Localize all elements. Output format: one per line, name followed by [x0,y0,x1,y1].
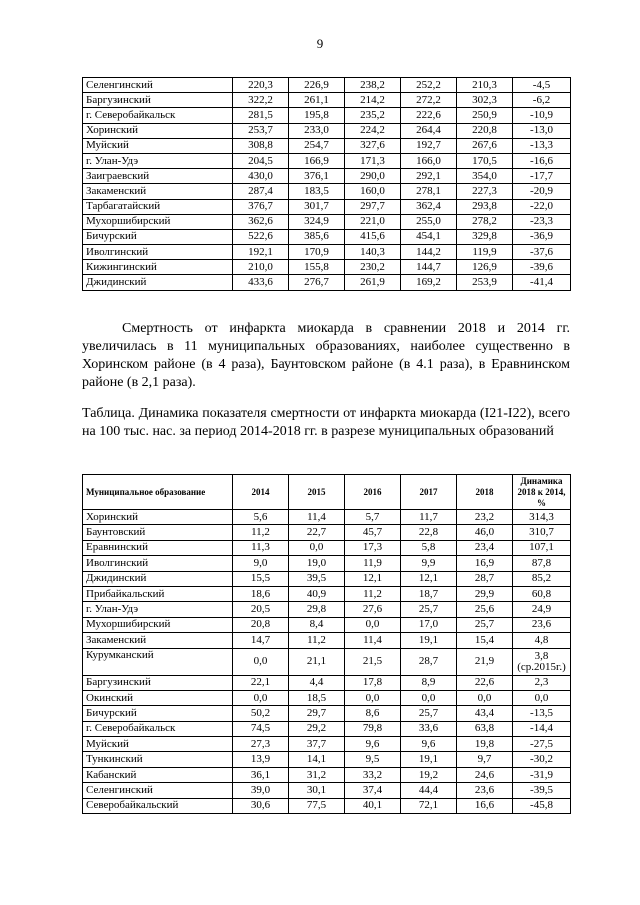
municipality-cell: г. Северобайкальск [83,108,233,123]
value-cell: 22,6 [457,675,513,690]
value-cell: 192,1 [233,245,289,260]
municipality-cell: Селенгинский [83,783,233,798]
value-cell: 204,5 [233,153,289,168]
dynamics-cell: -30,2 [513,752,571,767]
value-cell: 224,2 [345,123,401,138]
value-cell: 324,9 [289,214,345,229]
value-cell: 18,7 [401,586,457,601]
table-row [83,138,571,153]
dynamics-cell: 24,9 [513,602,571,617]
value-cell: 454,1 [401,229,457,244]
value-cell: 297,7 [345,199,401,214]
table-row [83,199,571,214]
municipality-cell: Хоринский [83,510,233,525]
value-cell: 293,8 [457,199,513,214]
dynamics-cell: 0,0 [513,690,571,705]
dynamics-cell: 23,6 [513,617,571,632]
header-2014: 2014 [233,475,289,510]
value-cell: 28,7 [457,571,513,586]
value-cell: 0,0 [345,690,401,705]
value-cell: 45,7 [345,525,401,540]
value-cell: 264,4 [401,123,457,138]
value-cell: 238,2 [345,78,401,93]
value-cell: 19,1 [401,633,457,648]
value-cell: 220,8 [457,123,513,138]
value-cell: 21,1 [289,648,345,675]
value-cell: 24,6 [457,767,513,782]
value-cell: 21,5 [345,648,401,675]
value-cell: 25,7 [401,602,457,617]
table2-body [83,510,571,814]
value-cell: 19,2 [401,767,457,782]
municipality-cell: Мухоршибирский [83,214,233,229]
value-cell: 72,1 [401,798,457,813]
value-cell: 17,3 [345,540,401,555]
value-cell: 301,7 [289,199,345,214]
value-cell: 23,4 [457,540,513,555]
value-cell: 250,9 [457,108,513,123]
value-cell: 19,0 [289,556,345,571]
value-cell: 233,0 [289,123,345,138]
value-cell: 9,6 [401,737,457,752]
value-cell: 290,0 [345,169,401,184]
dynamics-cell: -31,9 [513,767,571,782]
value-cell: 40,9 [289,586,345,601]
value-cell: 210,0 [233,260,289,275]
municipality-cell: Закаменский [83,633,233,648]
value-cell: 385,6 [289,229,345,244]
value-cell: 11,2 [345,586,401,601]
dynamics-cell: 4,8 [513,633,571,648]
value-cell: 144,7 [401,260,457,275]
municipality-cell: Окинский [83,690,233,705]
value-cell: 29,8 [289,602,345,617]
dynamics-cell: -14,4 [513,721,571,736]
value-cell: 362,6 [233,214,289,229]
table-row [83,783,571,798]
dynamics-cell: -17,7 [513,169,571,184]
table-row [83,767,571,782]
municipality-cell: г. Северобайкальск [83,721,233,736]
value-cell: 16,6 [457,798,513,813]
value-cell: 22,8 [401,525,457,540]
value-cell: 29,2 [289,721,345,736]
value-cell: 37,7 [289,737,345,752]
value-cell: 63,8 [457,721,513,736]
municipality-cell: Тункинский [83,752,233,767]
value-cell: 20,5 [233,602,289,617]
value-cell: 329,8 [457,229,513,244]
value-cell: 39,0 [233,783,289,798]
municipality-cell: Иволгинский [83,245,233,260]
value-cell: 22,1 [233,675,289,690]
table-row [83,721,571,736]
table-row [83,93,571,108]
value-cell: 166,0 [401,153,457,168]
value-cell: 327,6 [345,138,401,153]
value-cell: 29,9 [457,586,513,601]
municipality-cell: Иволгинский [83,556,233,571]
table-row [83,214,571,229]
table-row [83,260,571,275]
header-2016: 2016 [345,475,401,510]
value-cell: 183,5 [289,184,345,199]
value-cell: 5,8 [401,540,457,555]
value-cell: 12,1 [345,571,401,586]
value-cell: 50,2 [233,706,289,721]
value-cell: 226,9 [289,78,345,93]
dynamics-cell: -6,2 [513,93,571,108]
dynamics-cell: 310,7 [513,525,571,540]
value-cell: 19,1 [401,752,457,767]
municipality-cell: г. Улан-Удэ [83,602,233,617]
value-cell: 220,3 [233,78,289,93]
value-cell: 9,5 [345,752,401,767]
header-dynamics: Динамика 2018 к 2014, % [513,475,571,510]
value-cell: 11,7 [401,510,457,525]
table-row [83,633,571,648]
value-cell: 170,5 [457,153,513,168]
dynamics-cell: 107,1 [513,540,571,555]
value-cell: 28,7 [401,648,457,675]
value-cell: 29,7 [289,706,345,721]
value-cell: 281,5 [233,108,289,123]
value-cell: 144,2 [401,245,457,260]
dynamics-cell: -36,9 [513,229,571,244]
value-cell: 46,0 [457,525,513,540]
dynamics-cell: 3,8 (ср.2015г.) [513,648,571,675]
municipality-cell: Бичурский [83,229,233,244]
dynamics-cell: 87,8 [513,556,571,571]
table-row [83,690,571,705]
value-cell: 11,2 [233,525,289,540]
municipality-cell: Северобайкальский [83,798,233,813]
municipality-cell: Кижингинский [83,260,233,275]
table-row [83,510,571,525]
municipality-cell: Баунтовский [83,525,233,540]
dynamics-cell: -37,6 [513,245,571,260]
municipality-cell: Хоринский [83,123,233,138]
table-row [83,153,571,168]
value-cell: 36,1 [233,767,289,782]
value-cell: 21,9 [457,648,513,675]
value-cell: 11,2 [289,633,345,648]
value-cell: 140,3 [345,245,401,260]
value-cell: 195,8 [289,108,345,123]
value-cell: 11,9 [345,556,401,571]
value-cell: 9,6 [345,737,401,752]
municipality-cell: Джидинский [83,275,233,290]
table-row [83,556,571,571]
value-cell: 25,7 [401,706,457,721]
value-cell: 43,4 [457,706,513,721]
value-cell: 17,8 [345,675,401,690]
value-cell: 227,3 [457,184,513,199]
value-cell: 11,4 [289,510,345,525]
dynamics-cell: 85,2 [513,571,571,586]
value-cell: 522,6 [233,229,289,244]
value-cell: 13,9 [233,752,289,767]
header-2017: 2017 [401,475,457,510]
value-cell: 37,4 [345,783,401,798]
dynamics-cell: 60,8 [513,586,571,601]
value-cell: 27,6 [345,602,401,617]
value-cell: 30,1 [289,783,345,798]
value-cell: 322,2 [233,93,289,108]
value-cell: 0,0 [233,690,289,705]
value-cell: 254,7 [289,138,345,153]
value-cell: 0,0 [233,648,289,675]
value-cell: 33,2 [345,767,401,782]
dynamics-cell: -13,3 [513,138,571,153]
value-cell: 235,2 [345,108,401,123]
table-row [83,675,571,690]
table-row [83,123,571,138]
value-cell: 74,5 [233,721,289,736]
municipality-cell: Муйский [83,138,233,153]
table-row [83,617,571,632]
value-cell: 44,4 [401,783,457,798]
dynamics-cell: -39,6 [513,260,571,275]
mortality-table-continued [82,77,571,291]
municipality-cell: Баргузинский [83,93,233,108]
value-cell: 5,7 [345,510,401,525]
value-cell: 278,1 [401,184,457,199]
value-cell: 376,7 [233,199,289,214]
table-row [83,184,571,199]
municipality-cell: Бичурский [83,706,233,721]
paragraph-summary: Смертность от инфаркта миокарда в сравнении 2018 и 2014 гг. увеличилась в 11 муниципальных образованиях, наиболее существенно в Хоринском районе (в 4 раза), Баунтовском районе (в 4.1 раза), в Еравнинском районе (в 2,1 раза). [82,321,570,390]
value-cell: 15,5 [233,571,289,586]
dynamics-cell: 314,3 [513,510,571,525]
value-cell: 17,0 [401,617,457,632]
value-cell: 9,0 [233,556,289,571]
municipality-cell: г. Улан-Удэ [83,153,233,168]
table-row [83,586,571,601]
value-cell: 25,6 [457,602,513,617]
value-cell: 8,4 [289,617,345,632]
value-cell: 11,4 [345,633,401,648]
value-cell: 192,7 [401,138,457,153]
value-cell: 4,4 [289,675,345,690]
municipality-cell: Заиграевский [83,169,233,184]
value-cell: 214,2 [345,93,401,108]
page-number: 9 [316,36,324,51]
value-cell: 287,4 [233,184,289,199]
value-cell: 276,7 [289,275,345,290]
value-cell: 210,3 [457,78,513,93]
municipality-cell: Тарбагатайский [83,199,233,214]
value-cell: 272,2 [401,93,457,108]
table2-header-row [83,475,571,510]
value-cell: 14,7 [233,633,289,648]
value-cell: 261,1 [289,93,345,108]
value-cell: 9,9 [401,556,457,571]
table-row [83,571,571,586]
municipality-cell: Мухоршибирский [83,617,233,632]
value-cell: 31,2 [289,767,345,782]
value-cell: 119,9 [457,245,513,260]
value-cell: 169,2 [401,275,457,290]
value-cell: 267,6 [457,138,513,153]
table-row [83,245,571,260]
value-cell: 170,9 [289,245,345,260]
value-cell: 18,5 [289,690,345,705]
dynamics-cell: -22,0 [513,199,571,214]
value-cell: 30,6 [233,798,289,813]
header-2018: 2018 [457,475,513,510]
value-cell: 222,6 [401,108,457,123]
dynamics-cell: -23,3 [513,214,571,229]
dynamics-cell: -13,5 [513,706,571,721]
value-cell: 9,7 [457,752,513,767]
table-row [83,108,571,123]
table-row [83,602,571,617]
dynamics-cell: 2,3 [513,675,571,690]
value-cell: 253,7 [233,123,289,138]
dynamics-cell: -27,5 [513,737,571,752]
municipality-cell: Селенгинский [83,78,233,93]
value-cell: 261,9 [345,275,401,290]
value-cell: 126,9 [457,260,513,275]
value-cell: 19,8 [457,737,513,752]
value-cell: 5,6 [233,510,289,525]
header-2015: 2015 [289,475,345,510]
value-cell: 0,0 [289,540,345,555]
value-cell: 362,4 [401,199,457,214]
municipality-cell: Кабанский [83,767,233,782]
value-cell: 253,9 [457,275,513,290]
table-row [83,798,571,813]
dynamics-cell: -10,9 [513,108,571,123]
value-cell: 15,4 [457,633,513,648]
dynamics-cell: -16,6 [513,153,571,168]
header-municipality: Муниципальное образование [83,475,233,510]
value-cell: 415,6 [345,229,401,244]
table-row [83,169,571,184]
municipality-cell: Еравнинский [83,540,233,555]
table2-caption: Таблица. Динамика показателя смертности от инфаркта миокарда (I21-I22), всего на 100 тыс. нас. за период 2014-2018 гг. в разрезе муниципальных образований [82,406,570,439]
value-cell: 230,2 [345,260,401,275]
value-cell: 376,1 [289,169,345,184]
value-cell: 0,0 [345,617,401,632]
value-cell: 77,5 [289,798,345,813]
table-row [83,275,571,290]
value-cell: 354,0 [457,169,513,184]
value-cell: 23,2 [457,510,513,525]
value-cell: 27,3 [233,737,289,752]
municipality-cell: Закаменский [83,184,233,199]
value-cell: 278,2 [457,214,513,229]
municipality-cell: Курумканский [83,648,233,675]
table-row [83,229,571,244]
municipality-cell: Муйский [83,737,233,752]
municipality-cell: Баргузинский [83,675,233,690]
dynamics-cell: -4,5 [513,78,571,93]
value-cell: 255,0 [401,214,457,229]
value-cell: 14,1 [289,752,345,767]
value-cell: 292,1 [401,169,457,184]
value-cell: 22,7 [289,525,345,540]
table1-body [83,78,571,291]
dynamics-cell: -41,4 [513,275,571,290]
value-cell: 12,1 [401,571,457,586]
table-row [83,648,571,675]
value-cell: 430,0 [233,169,289,184]
value-cell: 16,9 [457,556,513,571]
mi-mortality-table [82,474,571,814]
value-cell: 25,7 [457,617,513,632]
value-cell: 252,2 [401,78,457,93]
value-cell: 39,5 [289,571,345,586]
value-cell: 433,6 [233,275,289,290]
municipality-cell: Джидинский [83,571,233,586]
table-row [83,525,571,540]
value-cell: 155,8 [289,260,345,275]
value-cell: 160,0 [345,184,401,199]
dynamics-cell: -20,9 [513,184,571,199]
value-cell: 0,0 [457,690,513,705]
dynamics-cell: -39,5 [513,783,571,798]
value-cell: 40,1 [345,798,401,813]
value-cell: 302,3 [457,93,513,108]
value-cell: 11,3 [233,540,289,555]
value-cell: 171,3 [345,153,401,168]
value-cell: 20,8 [233,617,289,632]
dynamics-cell: -45,8 [513,798,571,813]
table-row [83,540,571,555]
value-cell: 79,8 [345,721,401,736]
table-row [83,752,571,767]
value-cell: 23,6 [457,783,513,798]
value-cell: 8,6 [345,706,401,721]
table-row [83,706,571,721]
value-cell: 308,8 [233,138,289,153]
municipality-cell: Прибайкальский [83,586,233,601]
dynamics-cell: -13,0 [513,123,571,138]
value-cell: 221,0 [345,214,401,229]
value-cell: 0,0 [401,690,457,705]
value-cell: 166,9 [289,153,345,168]
value-cell: 18,6 [233,586,289,601]
value-cell: 33,6 [401,721,457,736]
value-cell: 8,9 [401,675,457,690]
table-row [83,78,571,93]
table-row [83,737,571,752]
